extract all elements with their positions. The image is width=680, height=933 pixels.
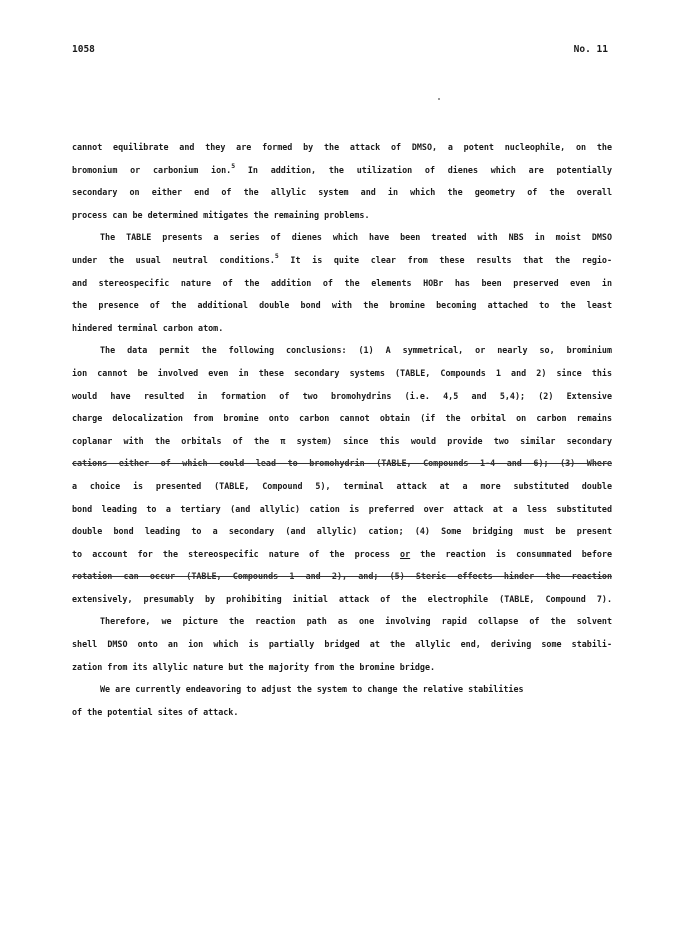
paragraph bbox=[72, 226, 612, 339]
text-line: coplanar with the orbitals of the π system) since this would provide two similar secondary bbox=[72, 435, 612, 446]
paragraph bbox=[72, 339, 612, 610]
text-line: We are currently endeavoring to adjust the system to change the relative stabilities bbox=[100, 684, 524, 695]
text-line: The data permit the following conclusions: (1) A symmetrical, or nearly so, brominium bbox=[100, 345, 612, 356]
text-line: and stereospecific nature of the addition of the elements HOBr has been preserved even in bbox=[72, 277, 612, 288]
struck-text-line: rotation can occur (TABLE, Compounds 1 and 2), and; (5) Steric effects hinder the reaction bbox=[72, 571, 612, 582]
text-line: double bond leading to a secondary (and allylic) cation; (4) Some bridging must be present bbox=[72, 526, 612, 537]
text-line: would have resulted in formation of two bromohydrins (i.e. 4,5 and 5,4); (2) Extensive bbox=[72, 390, 612, 401]
paragraph bbox=[72, 610, 612, 678]
text-line: hindered terminal carbon atom. bbox=[72, 322, 224, 333]
text-line: Therefore, we picture the reaction path as one involving rapid collapse of the solvent bbox=[100, 616, 612, 627]
text-line: The TABLE presents a series of dienes which have been treated with NBS in moist DMSO bbox=[100, 232, 612, 243]
underlined-word: or bbox=[400, 548, 411, 559]
text-line: cannot equilibrate and they are formed by the attack of DMSO, a potent nucleophile, on the bbox=[72, 142, 612, 152]
text-line: shell DMSO onto an ion which is partially bridged at the allylic end, deriving some stabili- bbox=[72, 639, 612, 650]
text-line: of the potential sites of attack. bbox=[72, 706, 239, 717]
scan-speck bbox=[438, 98, 440, 100]
text-line: secondary on either end of the allylic system and in which the geometry of the overall bbox=[72, 187, 612, 198]
article-body bbox=[72, 136, 612, 723]
text-line: ion cannot be involved even in these secondary systems (TABLE, Compounds 1 and 2) since this bbox=[72, 367, 612, 378]
text-line: under the usual neutral conditions.$^5$ It is quite clear from these results that the regio- bbox=[72, 251, 612, 265]
page-number: 1058 bbox=[72, 44, 95, 55]
paragraph bbox=[72, 678, 612, 723]
text-line: the presence of the additional double bond with the bromine becoming attached to the least bbox=[72, 300, 612, 311]
paragraph bbox=[72, 136, 612, 226]
struck-text-line: cations either of which could lead to bromohydrin (TABLE, Compounds 1-4 and 6); (3) Where bbox=[72, 458, 612, 469]
text-line: process can be determined mitigates the remaining problems. bbox=[72, 209, 370, 220]
issue-number: No. 11 bbox=[573, 44, 608, 55]
text-line: extensively, presumably by prohibiting initial attack of the electrophile (TABLE, Compound 7). bbox=[72, 593, 612, 604]
text-line: to account for the stereospecific nature of the process or the reaction is consummated before bbox=[72, 548, 612, 559]
text-line: bromonium or carbonium ion.$^5$ In addition, the utilization of dienes which are potentially bbox=[72, 161, 612, 175]
running-header bbox=[72, 44, 608, 60]
text-line: bond leading to a tertiary (and allylic) cation is preferred over attack at a less substituted bbox=[72, 503, 612, 514]
footnote-ref: 5 bbox=[274, 251, 279, 260]
text-line: a choice is presented (TABLE, Compound 5), terminal attack at a more substituted double bbox=[72, 480, 612, 491]
text-line: zation from its allylic nature but the majority from the bromine bridge. bbox=[72, 661, 436, 672]
footnote-ref: 5 bbox=[231, 161, 236, 170]
text-line: charge delocalization from bromine onto carbon cannot obtain (if the orbital on carbon remains bbox=[72, 413, 612, 424]
